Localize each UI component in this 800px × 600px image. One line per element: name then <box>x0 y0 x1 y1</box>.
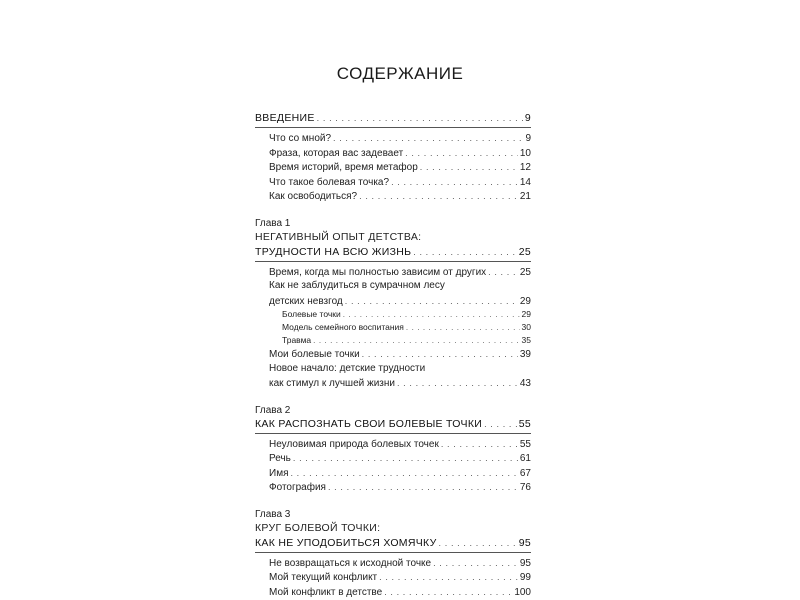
toc-page-number: 9 <box>525 133 531 144</box>
dot-leader <box>379 570 518 585</box>
dot-leader <box>345 294 518 309</box>
toc-page-number: 29 <box>521 309 531 319</box>
toc-entry-label: Фраза, которая вас задевает <box>269 147 404 159</box>
divider <box>255 127 531 128</box>
toc-subentry <box>255 466 531 481</box>
toc-subentry <box>255 294 531 309</box>
toc-page-number: 9 <box>524 112 531 124</box>
toc-entry-label: как стимул к лучшей жизни <box>269 378 395 389</box>
toc-page-number: 76 <box>519 482 531 493</box>
chapter-title-line: НЕГАТИВНЫЙ ОПЫТ ДЕТСТВА: <box>255 230 422 243</box>
toc-entry-label: Мой текущий конфликт <box>269 572 378 583</box>
dot-leader <box>313 334 519 347</box>
toc-subentry <box>255 376 531 391</box>
toc-subentry <box>255 160 531 175</box>
toc-entry-intro <box>255 111 531 126</box>
toc-entry-label: Фотография <box>269 482 326 493</box>
toc-subsubentry <box>255 321 531 334</box>
toc-page-number: 21 <box>519 191 531 202</box>
dot-leader <box>441 437 518 452</box>
toc-entry-label: Болевые точки <box>282 309 341 319</box>
toc-entry-chapter1 <box>255 245 531 260</box>
toc-page-number: 14 <box>519 176 531 188</box>
toc-page-number: 43 <box>519 378 531 389</box>
toc-entry-label: детских невзгод <box>269 295 343 307</box>
toc-page-number: 30 <box>521 322 531 332</box>
toc-subsubentry <box>255 308 531 321</box>
toc-entry-label: ТРУДНОСТИ НА ВСЮ ЖИЗНЬ <box>255 245 412 258</box>
toc-entry-chapter2 <box>255 417 531 432</box>
toc-page-number: 55 <box>518 417 531 430</box>
toc-subentry <box>255 265 531 280</box>
toc-entry-label: Неуловимая природа болевых точек <box>269 438 439 450</box>
divider <box>255 552 531 553</box>
toc-entry-label: Что такое болевая точка? <box>269 176 390 188</box>
toc-entry-label: Время, когда мы полностью зависим от других <box>269 266 487 278</box>
dot-leader <box>397 376 518 391</box>
toc-subentry <box>255 570 531 585</box>
toc-page-number: 100 <box>514 586 531 598</box>
dot-leader <box>290 466 517 481</box>
toc-entry-label: Мои болевые точки <box>269 349 360 360</box>
toc-entry-label: Время историй, время метафор <box>269 162 418 173</box>
toc-subsubentry <box>255 334 531 347</box>
toc-subentry <box>255 451 531 466</box>
chapter-label: Глава 1 <box>255 217 291 229</box>
dot-leader <box>413 245 516 260</box>
toc-page-number: 95 <box>519 557 531 569</box>
dot-leader <box>488 265 518 280</box>
toc-entry-label: Травма <box>282 335 312 345</box>
toc-page-number: 99 <box>519 572 531 583</box>
toc-page-number: 55 <box>519 438 531 450</box>
toc-entry-label: Как освободиться? <box>269 191 358 202</box>
dot-leader <box>406 321 520 334</box>
dot-leader <box>433 556 518 571</box>
toc-page-number: 29 <box>519 295 531 307</box>
dot-leader <box>405 146 518 161</box>
dot-leader <box>328 480 518 495</box>
dot-leader <box>293 451 518 466</box>
toc-subentry <box>255 347 531 362</box>
toc-subentry <box>255 146 531 161</box>
page-title: СОДЕРЖАНИЕ <box>336 64 464 83</box>
toc-page-number: 25 <box>518 245 531 258</box>
table-of-contents <box>255 111 531 599</box>
toc-page-number: 10 <box>519 147 531 159</box>
dot-leader <box>362 347 518 362</box>
toc-entry-label: Новое начало: детские трудности <box>269 362 426 374</box>
toc-page-number: 39 <box>519 349 531 360</box>
toc-entry-label: КАК НЕ УПОДОБИТЬСЯ ХОМЯЧКУ <box>255 536 437 549</box>
toc-entry-label: Что со мной? <box>269 133 332 144</box>
toc-page-number: 35 <box>521 335 531 345</box>
toc-entry-label: Речь <box>269 453 291 464</box>
toc-page-number: 61 <box>519 453 531 464</box>
chapter-title-line: КРУГ БОЛЕВОЙ ТОЧКИ: <box>255 521 381 534</box>
toc-subentry <box>255 437 531 452</box>
toc-page-number: 12 <box>519 162 531 173</box>
toc-page-number: 25 <box>519 266 531 278</box>
chapter-label: Глава 3 <box>255 508 291 520</box>
toc-entry-chapter3 <box>255 536 531 551</box>
toc-entry-label: Не возвращаться к исходной точке <box>269 557 432 569</box>
toc-subentry <box>255 585 531 600</box>
toc-entry-label: Мой конфликт в детстве <box>269 586 383 598</box>
toc-entry-label: Модель семейного воспитания <box>282 322 404 332</box>
toc-entry-label: Имя <box>269 467 289 479</box>
toc-subentry <box>255 189 531 204</box>
dot-leader <box>317 111 523 126</box>
toc-page-number: 67 <box>519 467 531 479</box>
dot-leader <box>384 585 512 600</box>
dot-leader <box>391 175 518 190</box>
toc-entry-label: Как не заблудиться в сумрачном лесу <box>269 280 445 291</box>
dot-leader <box>420 160 518 175</box>
dot-leader <box>484 417 517 432</box>
dot-leader <box>343 308 520 321</box>
toc-entry-label: КАК РАСПОЗНАТЬ СВОИ БОЛЕВЫЕ ТОЧКИ <box>255 417 483 430</box>
divider <box>255 433 531 434</box>
dot-leader <box>333 131 523 146</box>
toc-entry-label: ВВЕДЕНИЕ <box>255 112 315 124</box>
toc-subentry <box>255 480 531 495</box>
toc-subentry <box>255 556 531 571</box>
toc-page-number: 95 <box>518 536 531 549</box>
toc-subentry <box>255 131 531 146</box>
divider <box>255 261 531 262</box>
chapter-label: Глава 2 <box>255 404 291 416</box>
toc-subentry <box>255 175 531 190</box>
dot-leader <box>439 536 517 551</box>
dot-leader <box>359 189 518 204</box>
